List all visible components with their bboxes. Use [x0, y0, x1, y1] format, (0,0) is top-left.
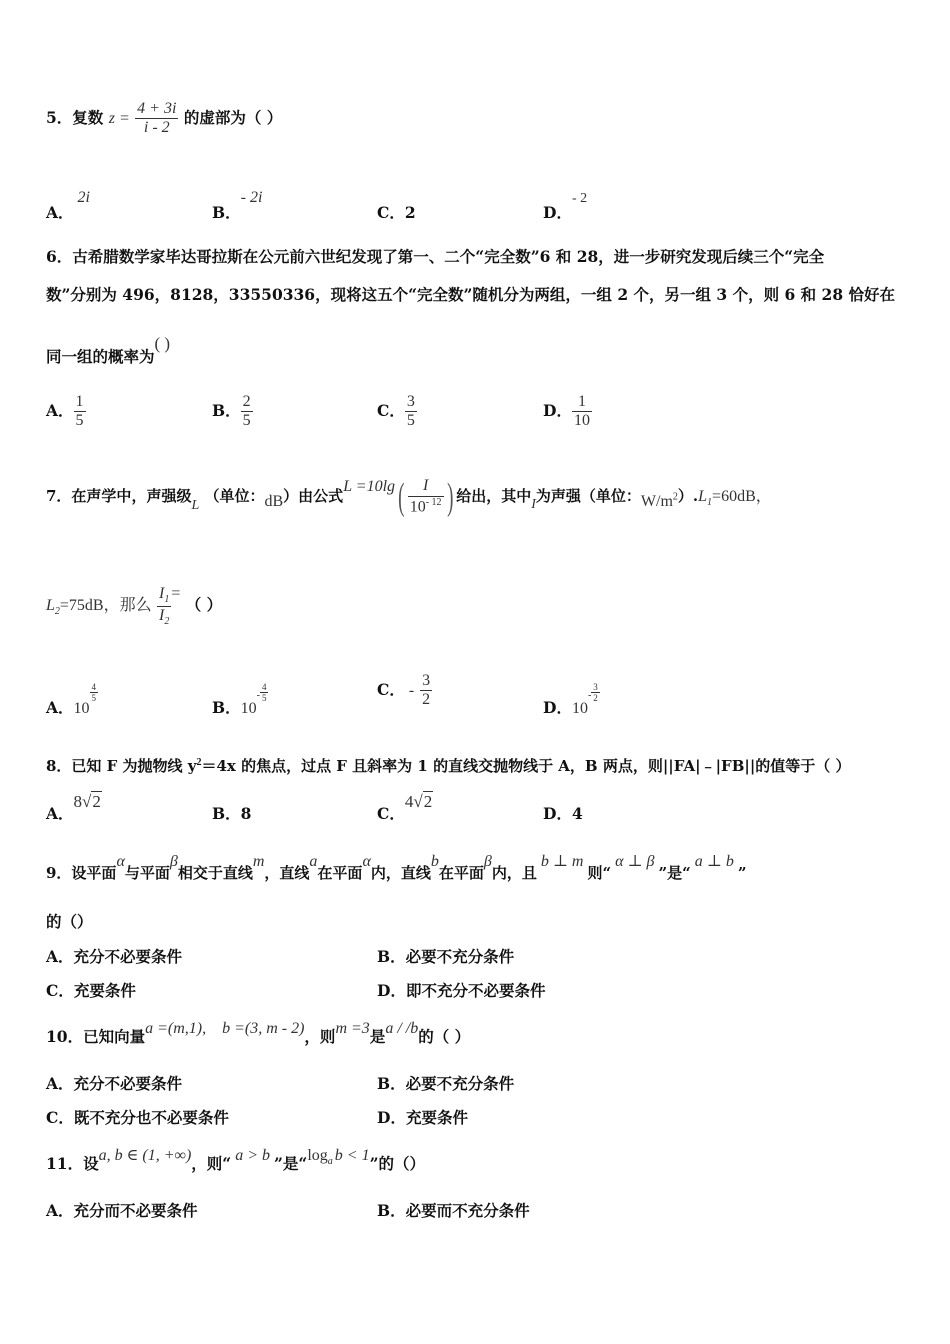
- q7-option-c: C． - $\frac{3}{2}$: [377, 672, 431, 709]
- question-7-line-2: $L_2=75dB$，那么 $\frac{I_1}{I_2}$ = （ ）: [46, 585, 223, 627]
- question-8: 8．已知 F 为抛物线 $y^2=4x$ 的焦点，过点 F 且斜率为 1 的直线交抛物线于 A，B 两点，则||FA|﹣|FB||的值等于（ ）: [46, 757, 851, 775]
- q9-option-b: B．必要不充分条件: [377, 947, 515, 966]
- q8-option-b: B．8: [212, 804, 252, 823]
- q5-text-before: 复数: [72, 107, 104, 127]
- question-11: 11．设a, b ∈ (1, +∞)，则“ a > b ”是“$\log_a$ b < 1”的（）: [46, 1147, 426, 1173]
- q10-option-a: A．充分不必要条件: [46, 1074, 183, 1093]
- question-5: [46, 100, 282, 138]
- q10-option-c: C．既不充分也不必要条件: [46, 1108, 229, 1127]
- q5-option-c: C．2: [377, 203, 416, 222]
- q7-option-b: B．10- $\frac{4}{5}$: [212, 682, 267, 717]
- question-9-line-1: 9．设平面α与平面β相交于直线m，直线a在平面α内，直线b在平面β内，且b ⊥ m则“α ⊥ β”是“a ⊥ b”: [46, 853, 747, 882]
- q10-option-b: B．必要不充分条件: [377, 1074, 515, 1093]
- q5-formula-fraction: $\frac{4 + 3i}{i - 2}$: [137, 100, 177, 137]
- q8-option-c: C．4√2: [377, 792, 433, 823]
- q5-number: 5．: [46, 107, 73, 127]
- q8-option-d: D．4: [543, 804, 583, 823]
- q9-option-a: A．充分不必要条件: [46, 947, 183, 966]
- q10-option-d: D．充要条件: [377, 1108, 468, 1127]
- q6-option-b: B． $\frac{2}{5}$: [212, 393, 251, 430]
- q5-formula-lhs: z =: [108, 109, 130, 127]
- q6-option-c: C． $\frac{3}{5}$: [377, 393, 415, 430]
- q7-option-a: A．10 $\frac{4}{5}$: [46, 682, 97, 717]
- question-10: 10．已知向量a =(m,1), b =(3, m - 2)，则m =3是a / /b的（ ）: [46, 1020, 471, 1046]
- q7-ratio: $\frac{I_1}{I_2}$: [159, 585, 170, 627]
- q5-option-d: D．- 2: [543, 191, 588, 222]
- q11-option-a: A．充分而不必要条件: [46, 1201, 198, 1220]
- q11-option-b: B．必要而不充分条件: [377, 1201, 530, 1220]
- question-6-line-1: 6．古希腊数学家毕达哥拉斯在公元前六世纪发现了第一、二个“完全数”6 和 28，进一步研究发现后续三个“完全: [46, 247, 825, 266]
- question-6-line-3: 同一组的概率为( ): [46, 334, 171, 366]
- q6-option-d: D． $\frac{1}{10}$: [543, 393, 590, 430]
- q5-option-a: A．2i: [46, 189, 90, 222]
- q6-option-a: A． $\frac{1}{5}$: [46, 393, 84, 430]
- question-6-line-2: 数”分别为 496，8128，33550336，现将这五个“完全数”随机分为两组，一组 2 个，另一组 3 个，则 6 和 28 恰好在: [46, 285, 896, 304]
- q5-option-b: B．- 2i: [212, 189, 263, 222]
- question-7-line-1: 7．在声学中，声强级L （单位：dB）由公式L =10lg( $\frac{I}{10^{- 12}}$ ) 给出，其中I为声强（单位：$W/m^2).L_1=60dB$，: [46, 476, 772, 518]
- q5-text-after: 的虚部为（ ）: [183, 107, 283, 127]
- q7-formula-fraction: $\frac{I}{10^{- 12}}$: [409, 477, 442, 516]
- q6-paren: ( ): [154, 334, 171, 353]
- q8-option-a: A．8√2: [46, 792, 101, 823]
- q9-option-d: D．即不充分不必要条件: [377, 981, 546, 1000]
- question-9-line-2: 的（）: [46, 912, 93, 931]
- q7-option-d: D．10- $\frac{3}{2}$: [543, 682, 598, 717]
- q9-option-c: C．充要条件: [46, 981, 136, 1000]
